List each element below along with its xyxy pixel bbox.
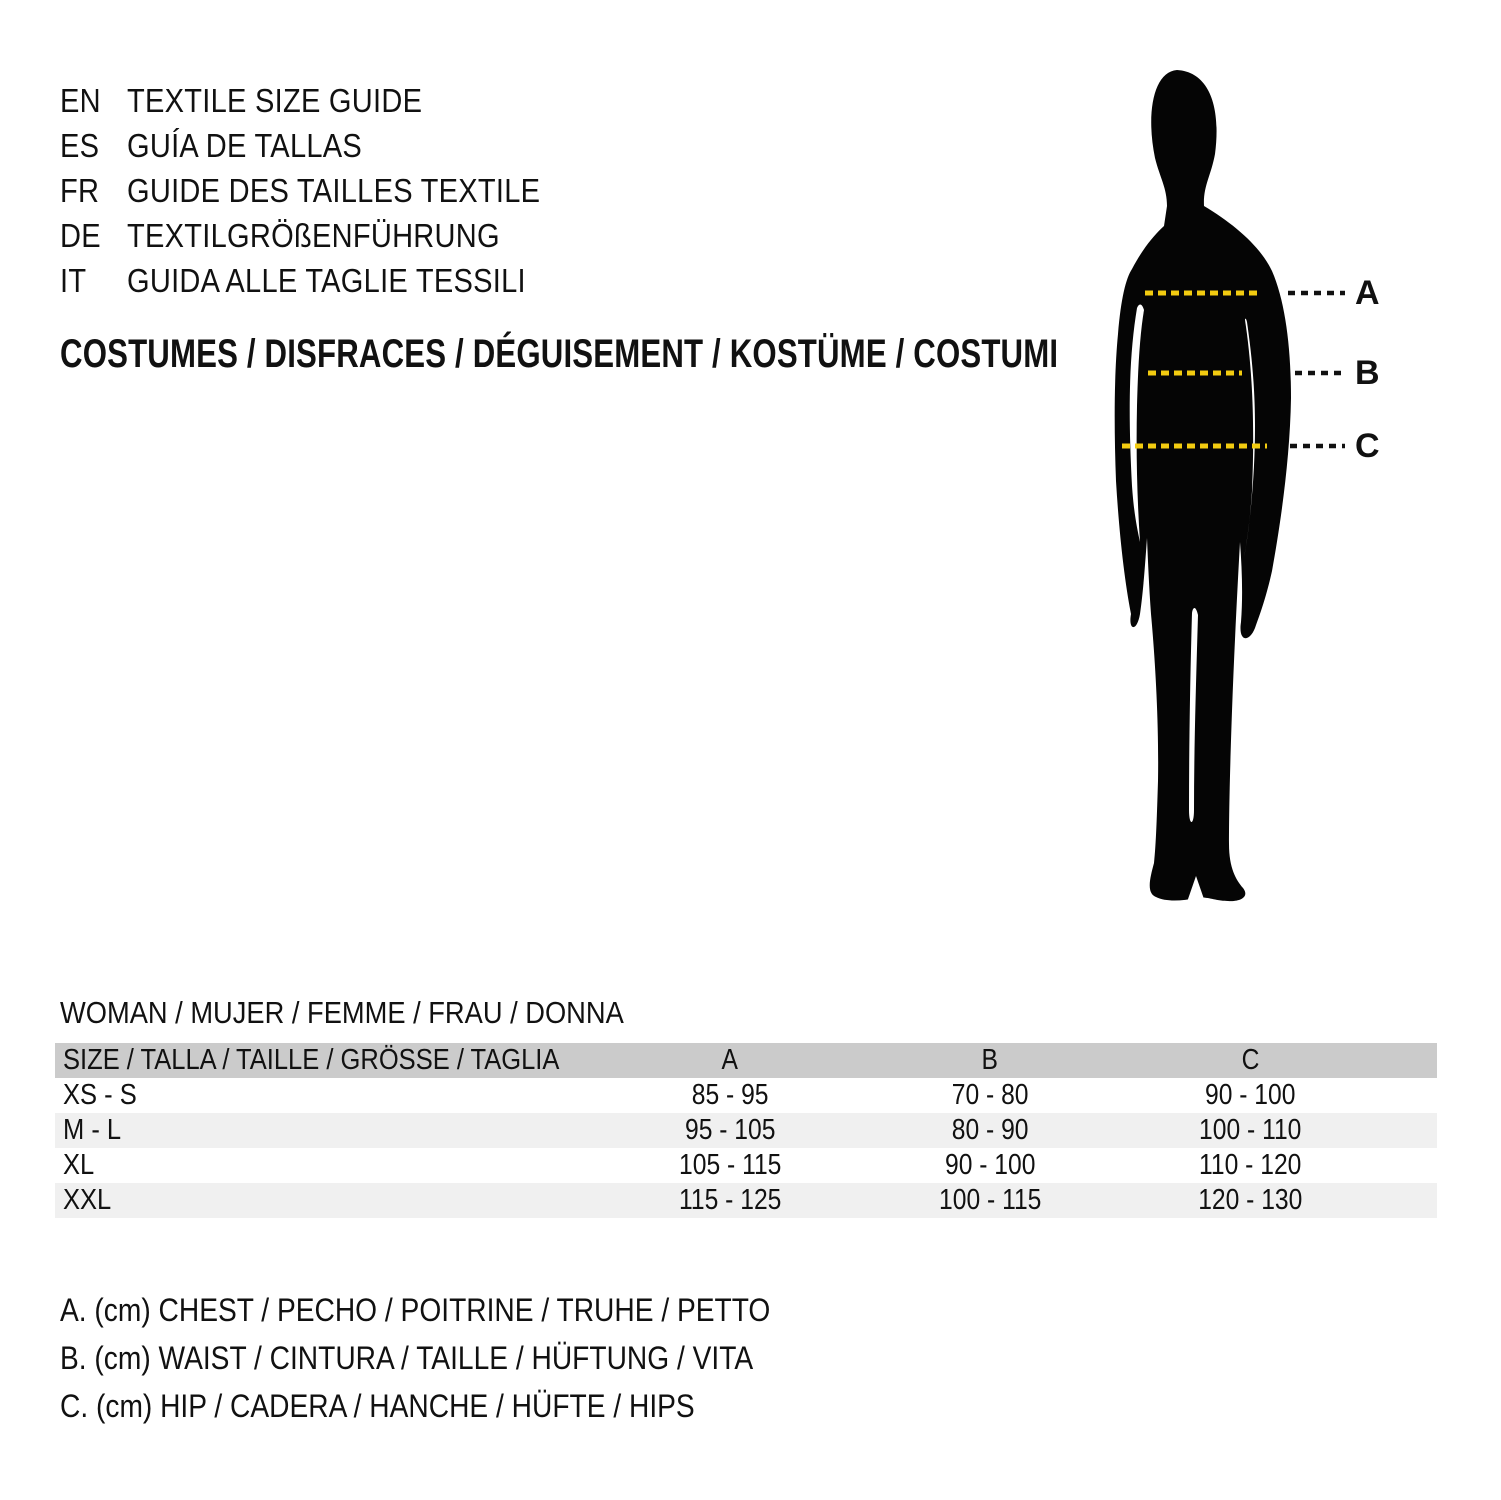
measurement-legend (60, 1286, 867, 1430)
table-header-row (55, 1043, 1437, 1078)
value-cell-b: 70 - 80 (951, 1079, 1029, 1111)
language-code: EN (60, 81, 101, 119)
table-title: WOMAN / MUJER / FEMME / FRAU / DONNA (60, 995, 624, 1030)
language-row-fr (60, 168, 597, 213)
language-label: GUIDA ALLE TAGLIE TESSILI (127, 261, 526, 299)
language-code: DE (60, 216, 101, 254)
value-cell-c: 120 - 130 (1197, 1184, 1303, 1216)
language-code: FR (60, 171, 100, 209)
legend-item-hip: C. (cm) HIP / CADERA / HANCHE / HÜFTE / HIPS (60, 1387, 695, 1424)
value-cell-a: 95 - 105 (684, 1114, 776, 1146)
size-cell: XL (63, 1149, 95, 1181)
language-label: GUIDE DES TAILLES TEXTILE (127, 171, 541, 209)
table-row (55, 1113, 1437, 1148)
value-cell-a: 105 - 115 (678, 1149, 782, 1181)
woman-silhouette (1092, 64, 1352, 944)
language-row-es (60, 123, 597, 168)
language-code: ES (60, 126, 100, 164)
table-row (55, 1148, 1437, 1183)
value-cell-b: 100 - 115 (938, 1184, 1042, 1216)
measure-label-c: C (1355, 427, 1380, 465)
value-cell-c: 110 - 120 (1198, 1149, 1302, 1181)
language-label: TEXTILE SIZE GUIDE (127, 81, 423, 119)
column-header-c: C (1241, 1044, 1259, 1076)
language-list (60, 78, 597, 303)
table-row (55, 1078, 1437, 1113)
measure-label-b: B (1355, 354, 1380, 392)
value-cell-c: 100 - 110 (1198, 1114, 1302, 1146)
language-row-de (60, 213, 597, 258)
measure-label-a: A (1355, 274, 1380, 312)
language-code: IT (60, 261, 87, 299)
column-header-b: B (981, 1044, 999, 1076)
legend-item-waist: B. (cm) WAIST / CINTURA / TAILLE / HÜFTUNG / VITA (60, 1339, 754, 1376)
value-cell-b: 80 - 90 (951, 1114, 1029, 1146)
language-row-it (60, 258, 597, 303)
size-column-header: SIZE / TALLA / TAILLE / GRÖSSE / TAGLIA (63, 1044, 560, 1076)
language-label: GUÍA DE TALLAS (127, 126, 363, 164)
size-cell: XS - S (63, 1079, 137, 1111)
legend-item-chest: A. (cm) CHEST / PECHO / POITRINE / TRUHE / PETTO (60, 1291, 771, 1328)
size-cell: XXL (63, 1184, 112, 1216)
column-header-a: A (721, 1044, 739, 1076)
language-row-en (60, 78, 597, 123)
value-cell-b: 90 - 100 (944, 1149, 1036, 1181)
category-heading: COSTUMES / DISFRACES / DÉGUISEMENT / KOSTÜME / COSTUMI (60, 332, 1059, 376)
value-cell-a: 85 - 95 (691, 1079, 769, 1111)
size-table (55, 1043, 1437, 1218)
value-cell-a: 115 - 125 (678, 1184, 782, 1216)
size-cell: M - L (63, 1114, 122, 1146)
language-label: TEXTILGRÖßENFÜHRUNG (127, 216, 500, 254)
table-row (55, 1183, 1437, 1218)
measurement-figure (1092, 64, 1352, 944)
value-cell-c: 90 - 100 (1204, 1079, 1296, 1111)
